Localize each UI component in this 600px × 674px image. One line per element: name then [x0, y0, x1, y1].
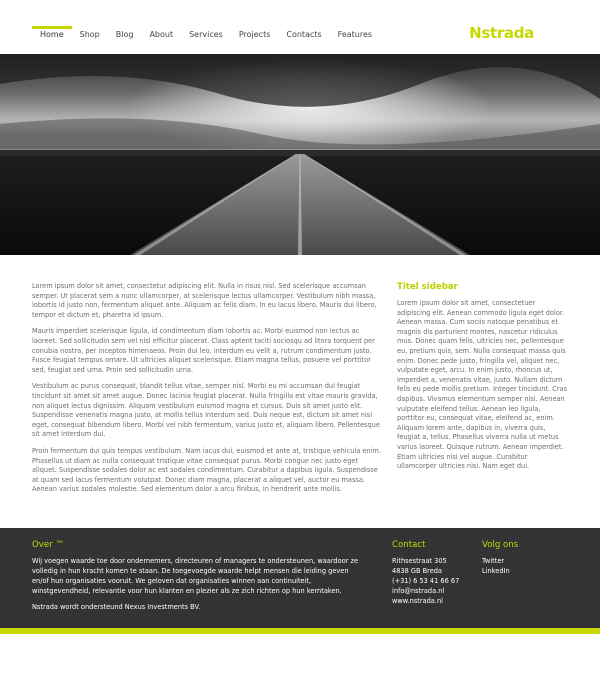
footer-about: [32, 540, 367, 612]
footer-contact: [392, 540, 472, 606]
main-nav: [32, 26, 380, 54]
nav-about[interactable]: About: [149, 30, 174, 39]
footer-about-note: Nstrada wordt ondersteund Nexus Investments BV.: [32, 603, 201, 611]
contact-postal: 4838 GB Breda: [392, 567, 442, 575]
road-photo: [0, 54, 600, 255]
content-paragraph-2: Mauris imperdiet scelerisque ligula, id condimentum diam lobortis ac. Morbi euismod non lectus ac laoreet. Sed sollicitudin sem vel nisl efficitur placerat. Class aptent taciti sociosqu ad litora torquent per conubia nostra, per inceptos himenaeos. Proin dui leo, interdum eu velit a, rutrum condimentum justo. Fusce feugiat tempus ornare. Ut ultricies aliquet scelerisque. Etiam magna tellus, posuere vel porttitor sed, feugiat sed urna. Proin sed sollicitudin urna.: [32, 327, 375, 374]
nav-home[interactable]: Home: [32, 26, 72, 46]
linkedin-link[interactable]: LinkedIn: [482, 567, 510, 575]
content-paragraph-1: Lorem ipsum dolor sit amet, consectetur adipiscing elit. Nulla in risus nisl. Sed scelerisque accumsan semper. Ut placerat sem a nunc ullamcorper, at scelerisque lectus ullamcorper. Vestibulum nibh massa, lobortis id justo non, fermentum aliquet ante. Aliquam ac felis diam. In eu lacus libero. Mauris dui libero, tempor et dictum et, pharetra id ipsum.: [32, 282, 377, 319]
contact-phone[interactable]: (+31) 6 53 41 66 67: [392, 577, 460, 585]
site-header: [0, 0, 600, 54]
nav-blog[interactable]: Blog: [115, 30, 134, 39]
logo-text: Nstrada: [469, 24, 534, 42]
hero-image: [0, 54, 600, 255]
footer-about-text: Wij voegen waarde toe door ondernemers, directeuren of managers te ondersteunen, waardoor ze volledig in hun kracht komen te staan. De toegevoegde waarde helpt mensen die leiding geven en/of hun organisaties vooruit. We geloven dat organisaties winnen aan continuiteit, winstgevendheid, relevantie voor hun klanten en plezier als ze zich richten op hun kerntaken.: [32, 557, 359, 595]
content-paragraph-3: Vestibulum ac purus consequat, blandit tellus vitae, semper nisl. Morbi eu mi accumsan dui feugiat tincidunt sit amet sit amet augue. Donec lacinia feugiat placerat. Nulla fringilla est vitae mauris gravida, non aliquet lectus dignissim. Aliquam vestibulum euismod magna et cursus. Duis sit amet justo elit. Suspendisse venenatis magna justo, at mollis tellus interdum sed. Duis neque est, dictum sit amet nisi eget, consequat bibendum libero. Morbi vel nibh fermentum, varius justo et, aliquam libero. Pellentesque sit amet interdum dui.: [32, 382, 380, 439]
nav-shop[interactable]: Shop: [79, 30, 100, 39]
nav-services[interactable]: Services: [189, 30, 223, 39]
content-paragraph-4: Proin fermentum dui quis tempus vestibulum. Nam iacus dui, euismod et ante at, tristique vehicula enim. Phasellus ut diam ac nulla consequat tristique vitae consequat purus. Morbi congue nec justo eget aliquet. Suspendisse sodales dolor ac est sodales condimentum. Curabitur a dapibus ligula. Suspendisse at quam sed lacus fermentum volutpat. Donec diam magna, placerat a aliquet vel, auctor eu massa. Aenean varius sodales molestie. Sed elementum dolor a arcu finibus, in hendrerit ante mollis.: [32, 446, 381, 494]
site-footer: [0, 528, 600, 628]
contact-website[interactable]: www.nstrada.nl: [392, 597, 443, 605]
contact-email[interactable]: info@nstrada.nl: [392, 587, 445, 595]
footer-follow: [482, 540, 572, 576]
footer-follow-title: Volg ons: [482, 540, 519, 550]
footer-contact-title: Contact: [392, 540, 426, 550]
sidebar-text: Lorem ipsum dolor sit amet, consectetuer adipiscing elit. Aenean commodo ligula eget dolor. Aenean massa. Cum sociis natoque penatibus et magnis dis parturient montes, nascetur ridiculus mus. Donec quam felis, ultricies nec, pellentesque eu, pretium quis, sem. Nulla consequat massa quis enim. Donec pede justo, fringilla vel, aliquet nec, vulputate eget, arcu. In enim justo, rhoncus ut, imperdiet a, venenatis vitae, justo. Nullam dictum felis eu pede mollis pretium. Integer tincidunt. Cras dapibus. Vivamus elementum semper nisi. Aenean vulputate eleifend tellus. Aenean leo ligula, porttitor eu, consequat vitae, eleifend ac, enim. Aliquam lorem ante, dapibus in, viverra quis, feugiat a, tellus. Phasellus viverra nulla ut metus varius laoreet. Quisque rutrum. Aenean imperdiet. Etiam ultricies nisi vel augue. Curabitur ullamcorper ultricies nisi. Nam eget dui.: [397, 299, 567, 471]
nav-contacts[interactable]: Contacts: [286, 30, 322, 39]
social-links: [482, 556, 572, 576]
site-logo[interactable]: [469, 24, 534, 42]
footer-accent-bar: [0, 628, 600, 634]
nav-projects[interactable]: Projects: [238, 30, 271, 39]
contact-street: Rithsestraat 305: [392, 557, 447, 565]
sidebar-title: Titel sidebar: [397, 282, 458, 292]
main-content: [32, 282, 384, 502]
twitter-link[interactable]: Twitter: [482, 557, 505, 565]
footer-about-title: Over ™: [32, 540, 64, 550]
nav-features[interactable]: Features: [337, 30, 373, 39]
sidebar: [397, 282, 569, 472]
